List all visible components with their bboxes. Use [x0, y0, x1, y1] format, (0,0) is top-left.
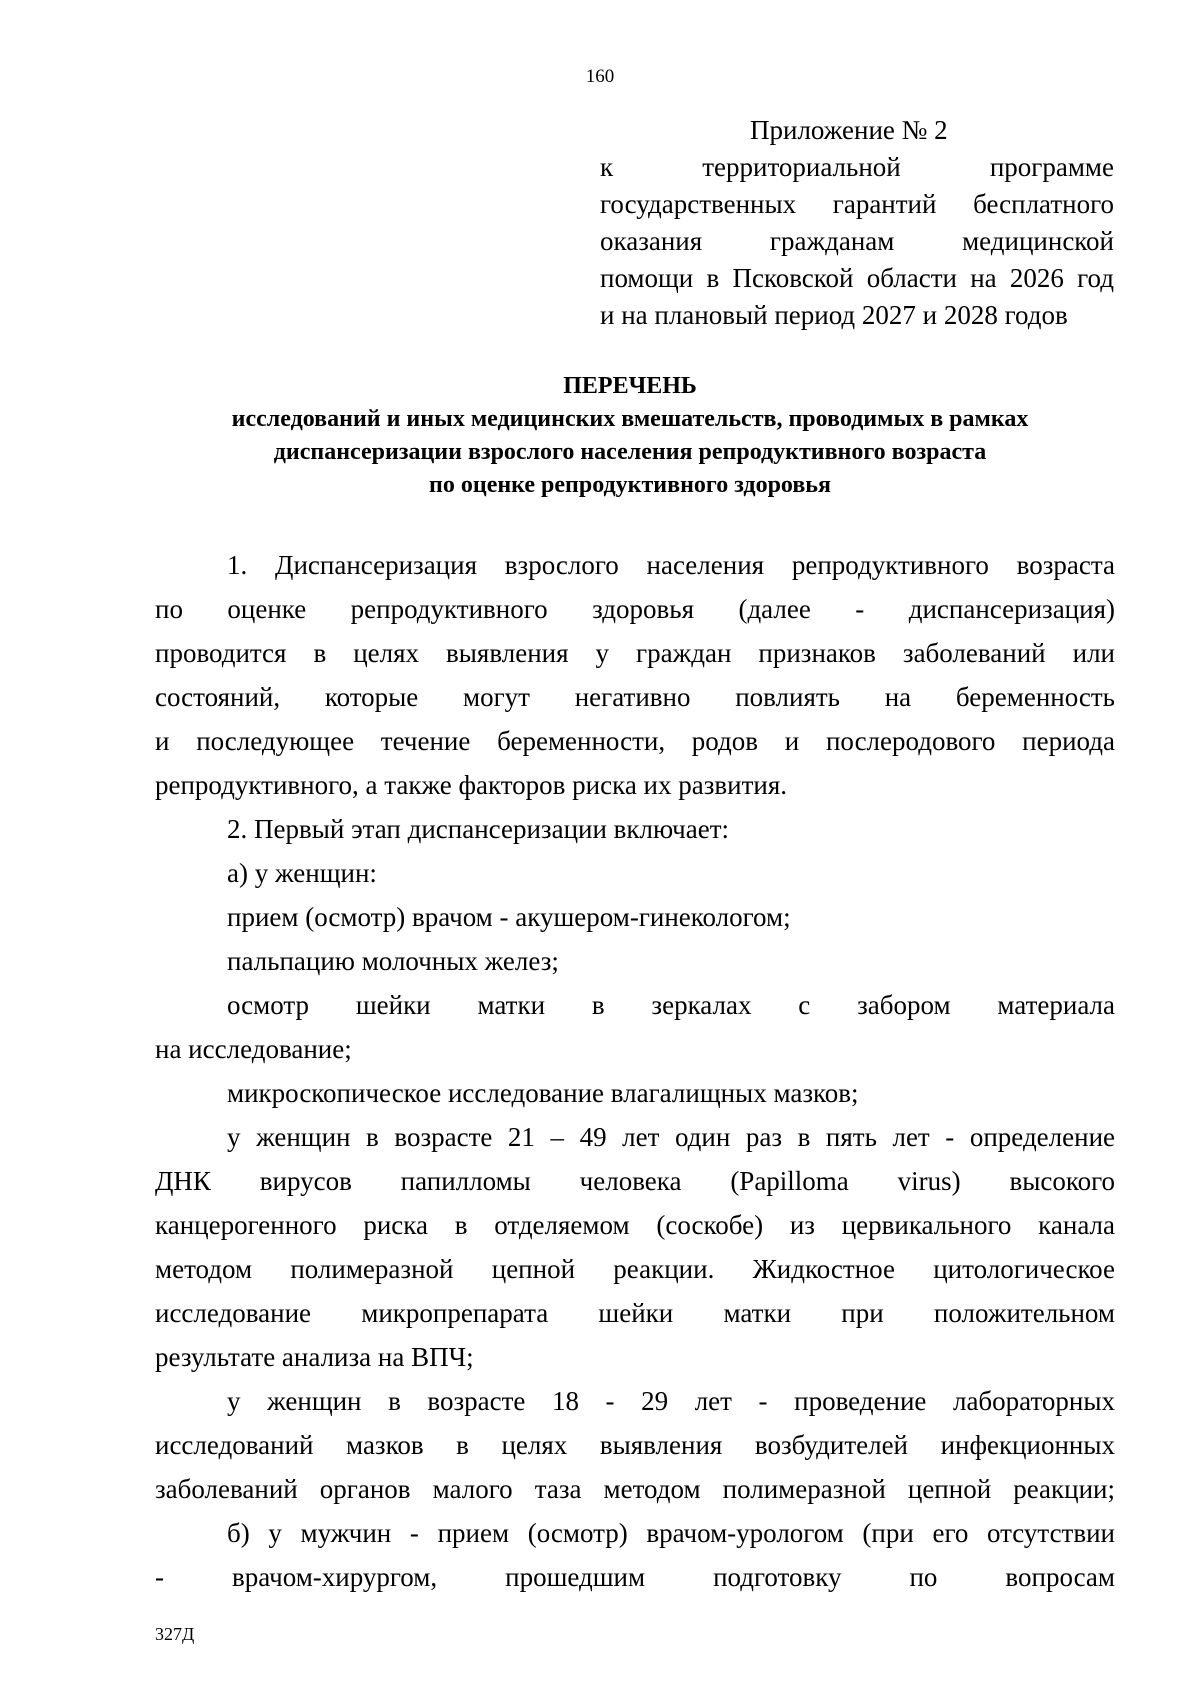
text-line: 2. Первый этап диспансеризации включает:: [227, 814, 729, 844]
text-line: состояний, которые могут негативно повлиять на беременность: [155, 682, 1115, 712]
text-line: исследований мазков в целях выявления возбудителей инфекционных: [155, 1430, 1115, 1460]
text-line: репродуктивного, а также факторов риска их развития.: [155, 770, 788, 800]
document-heading: [130, 370, 1130, 502]
text-line: у женщин в возрасте 18 - 29 лет - проведение лабораторных: [227, 1386, 1115, 1416]
page-number: 160: [585, 66, 615, 87]
text-line: на исследование;: [155, 1034, 352, 1064]
heading-subtitle-line: исследований и иных медицинских вмешательств, проводимых в рамках: [231, 406, 1029, 432]
text-line: исследование микропрепарата шейки матки при положительном: [155, 1298, 1115, 1328]
appendix-line: помощи в Псковской области на 2026 год: [600, 263, 1114, 293]
appendix-line: и на плановый период 2027 и 2028 годов: [600, 300, 1068, 330]
text-line: ДНК вирусов папилломы человека (Papilloma virus) высокого: [155, 1166, 1115, 1196]
appendix-block: [600, 112, 1114, 334]
text-line: канцерогенного риска в отделяемом (соскобе) из цервикального канала: [155, 1210, 1115, 1240]
appendix-line: оказания гражданам медицинской: [600, 226, 1114, 256]
document-code: 327Д: [155, 1624, 195, 1644]
text-line: б) у мужчин - прием (осмотр) врачом-урологом (при его отсутствии: [227, 1518, 1115, 1548]
text-line: и последующее течение беременности, родов и послеродового периода: [155, 726, 1115, 756]
text-line: микроскопическое исследование влагалищных мазков;: [227, 1078, 859, 1108]
document-body: [155, 543, 1115, 1599]
text-line: - врачом-хирургом, прошедшим подготовку по вопросам: [155, 1562, 1115, 1592]
heading-subtitle-line: по оценке репродуктивного здоровья: [429, 472, 831, 498]
appendix-line: к территориальной программе: [600, 152, 1114, 182]
text-line: заболеваний органов малого таза методом полимеразной цепной реакции;: [155, 1474, 1115, 1504]
appendix-line: государственных гарантий бесплатного: [600, 189, 1114, 219]
heading-title: ПЕРЕЧЕНЬ: [563, 373, 697, 399]
text-line: пальпацию молочных желез;: [227, 946, 559, 976]
text-line: методом полимеразной цепной реакции. Жидкостное цитологическое: [155, 1254, 1115, 1284]
text-line: проводится в целях выявления у граждан признаков заболеваний или: [155, 638, 1115, 668]
heading-subtitle-line: диспансеризации взрослого населения репродуктивного возраста: [273, 439, 987, 465]
text-line: 1. Диспансеризация взрослого населения репродуктивного возраста: [227, 550, 1115, 580]
text-line: у женщин в возрасте 21 – 49 лет один раз в пять лет - определение: [227, 1122, 1115, 1152]
appendix-title: Приложение № 2: [750, 115, 948, 145]
text-line: а) у женщин:: [227, 858, 377, 888]
text-line: осмотр шейки матки в зеркалах с забором материала: [227, 990, 1115, 1020]
text-line: прием (осмотр) врачом - акушером-гинекологом;: [227, 902, 791, 932]
text-line: результате анализа на ВПЧ;: [155, 1342, 474, 1372]
text-line: по оценке репродуктивного здоровья (далее - диспансеризация): [155, 594, 1115, 624]
